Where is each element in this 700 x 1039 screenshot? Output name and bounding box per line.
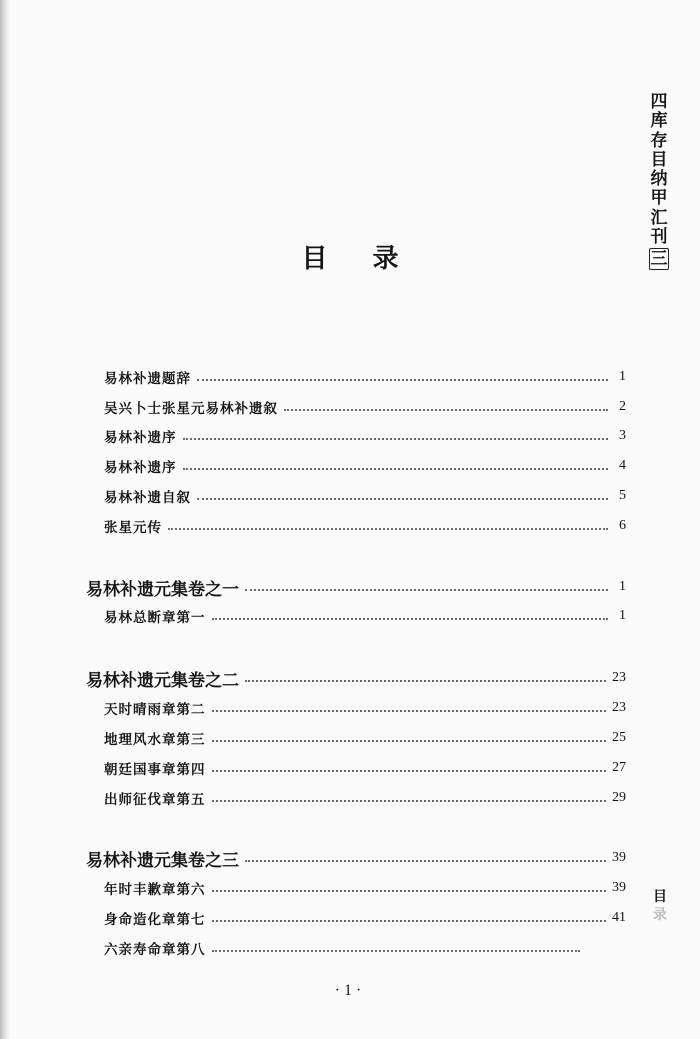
toc-entry[interactable] — [104, 396, 626, 418]
toc-entry-label: 地理风水章第三 — [104, 732, 206, 748]
toc-section-page: 1 — [619, 579, 626, 594]
toc-section-label: 易林补遗元集卷之二 — [86, 670, 239, 691]
toc-entry[interactable] — [104, 907, 626, 929]
toc-entry-page: 23 — [612, 700, 626, 715]
toc-entry-label: 身命造化章第七 — [104, 912, 206, 928]
dot-leader — [212, 890, 607, 892]
section-tab-vertical — [651, 888, 669, 924]
toc-section[interactable] — [86, 667, 626, 689]
toc-entry-label: 易林补遗序 — [104, 430, 177, 446]
toc-entry[interactable] — [104, 485, 626, 507]
page-number: ·1· — [334, 982, 366, 999]
toc-entry[interactable] — [104, 425, 626, 447]
page-title: 目 录 — [301, 244, 417, 274]
toc-entry[interactable] — [104, 877, 626, 899]
dot-leader — [197, 379, 608, 381]
toc-section-page: 39 — [612, 850, 626, 865]
toc-entry-page: 3 — [619, 428, 626, 443]
running-head-char: 目 — [650, 149, 668, 170]
running-head-char: 库 — [650, 111, 668, 132]
toc-entry[interactable] — [104, 366, 626, 388]
toc-entry-label: 易林补遗序 — [104, 460, 177, 476]
toc-entry-label: 朝廷国事章第四 — [104, 762, 206, 778]
toc-entry-label: 天时晴雨章第二 — [104, 702, 206, 718]
toc-entry[interactable] — [104, 757, 626, 779]
dot-leader — [245, 860, 606, 862]
toc-entry-page: 6 — [619, 518, 626, 533]
toc-entry[interactable] — [104, 727, 626, 749]
running-head-char: 纳 — [650, 169, 668, 190]
running-head-char: 甲 — [650, 188, 668, 209]
toc-entry-page: 1 — [619, 608, 626, 623]
running-head-char: 汇 — [650, 207, 668, 228]
toc-section-label: 易林补遗元集卷之三 — [86, 850, 239, 871]
toc-entry-label: 张星元传 — [104, 520, 162, 536]
section-tab-char: 目 — [653, 889, 667, 905]
toc-entry-page: 29 — [612, 790, 626, 805]
dot-leader — [197, 498, 608, 500]
binding-shadow — [0, 0, 10, 1039]
toc-section-page: 23 — [612, 670, 626, 685]
toc-entry-label: 六亲寿命章第八 — [104, 942, 206, 958]
toc-section[interactable] — [86, 847, 626, 869]
toc-entry[interactable] — [104, 697, 626, 719]
dot-leader — [212, 710, 607, 712]
dot-leader — [212, 740, 607, 742]
dot-leader — [212, 770, 607, 772]
section-tab-char: 录 — [653, 907, 667, 923]
toc-entry-label: 吴兴卜士张星元易林补遗叙 — [104, 401, 278, 417]
toc-entry[interactable] — [104, 937, 598, 959]
toc-entry-page: 2 — [619, 399, 626, 414]
toc-entry-page: 5 — [619, 488, 626, 503]
toc-entry-page: 25 — [612, 730, 626, 745]
dot-leader — [245, 589, 608, 591]
running-head-char: 四 — [650, 92, 668, 112]
dot-leader — [284, 409, 608, 411]
running-head-char: 存 — [650, 130, 668, 151]
toc-entry[interactable] — [104, 605, 626, 627]
toc-section[interactable] — [86, 576, 626, 598]
dot-leader — [183, 468, 609, 470]
dot-leader — [212, 800, 607, 802]
toc-entry-label: 出师征伐章第五 — [104, 792, 206, 808]
toc-entry-page: 41 — [612, 910, 626, 925]
toc-entry-label: 易林补遗题辞 — [104, 371, 191, 387]
dot-leader — [212, 618, 609, 620]
dot-leader — [212, 950, 581, 952]
dot-leader — [212, 920, 607, 922]
dot-leader — [245, 680, 606, 682]
toc-entry-label: 易林总断章第一 — [104, 610, 206, 626]
toc-section-label: 易林补遗元集卷之一 — [86, 579, 239, 600]
dot-leader — [183, 438, 609, 440]
dot-leader — [168, 528, 608, 530]
running-head-char: 刊 — [650, 227, 668, 248]
toc-entry-label: 易林补遗自叙 — [104, 490, 191, 506]
toc-entry-page: 39 — [612, 880, 626, 895]
toc-entry[interactable] — [104, 455, 626, 477]
toc-entry-label: 年时丰歉章第六 — [104, 882, 206, 898]
toc-entry[interactable] — [104, 515, 626, 537]
running-head-volume: 三 — [650, 249, 668, 270]
toc-entry-page: 1 — [619, 369, 626, 384]
toc-entry-page: 4 — [619, 458, 626, 473]
toc-entry[interactable] — [104, 787, 626, 809]
toc-entry-page: 27 — [612, 760, 626, 775]
